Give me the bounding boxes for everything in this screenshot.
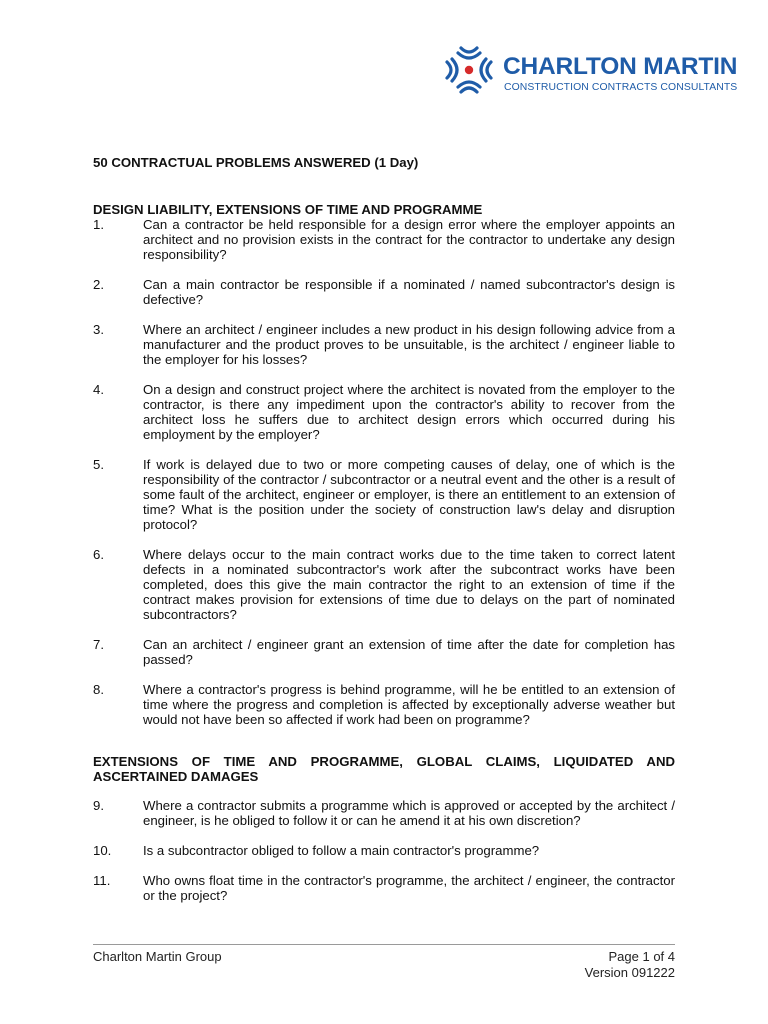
question-text: Is a subcontractor obliged to follow a main contractor's programme?	[143, 843, 540, 858]
question-number: 4.	[93, 382, 104, 397]
question-list	[93, 217, 675, 727]
question-text: Where an architect / engineer includes a new product in his design following advice from a manufacturer and the product proves to be unsuitable, is the architect / engineer liable to the employer for his losses?	[143, 322, 675, 367]
question-number: 1.	[93, 217, 104, 232]
question-item	[93, 547, 675, 622]
question-number: 2.	[93, 277, 104, 292]
question-item	[93, 873, 675, 903]
company-logo-mark-icon	[441, 42, 497, 98]
footer-company: Charlton Martin Group	[93, 949, 222, 964]
question-item	[93, 798, 675, 828]
question-item	[93, 637, 675, 667]
question-text: On a design and construct project where the architect is novated from the employer to the contractor, is there any impediment upon the contractor's ability to recover from the architect loss he suffers due to architect design errors which occurred during his employment by the employer?	[143, 382, 675, 442]
question-item	[93, 322, 675, 367]
page-number: Page 1 of 4	[608, 949, 675, 964]
document-body	[93, 155, 675, 918]
footer-divider	[93, 944, 675, 945]
question-number: 8.	[93, 682, 104, 697]
question-text: Where a contractor submits a programme which is approved or accepted by the architect / engineer, is he obliged to follow it or can he amend it at his own discretion?	[143, 798, 675, 828]
question-item	[93, 457, 675, 532]
question-item	[93, 843, 675, 858]
question-text: Where delays occur to the main contract works due to the time taken to correct latent defects in a nominated subcontractor's work after the subcontract works have been completed, does this give the main contractor the right to an extension of time if the contract makes provision for extensions of time due to delays on the part of nominated subcontractors?	[143, 547, 675, 622]
question-item	[93, 277, 675, 307]
question-text: Can a contractor be held responsible for a design error where the employer appoints an architect and no provision exists in the contract for the contractor to undertake any design responsibility?	[143, 217, 675, 262]
question-number: 7.	[93, 637, 104, 652]
company-logo	[441, 42, 738, 100]
question-number: 9.	[93, 798, 104, 813]
document-title: 50 CONTRACTUAL PROBLEMS ANSWERED (1 Day)	[93, 155, 419, 170]
company-tagline: CONSTRUCTION CONTRACTS CONSULTANTS	[504, 82, 738, 93]
company-name: CHARLTON MARTIN	[503, 53, 738, 80]
question-text: If work is delayed due to two or more competing causes of delay, one of which is the responsibility of the contractor / subcontractor or a neutral event and the other is a result of some fault of the architect, engineer or employer, is there an entitlement to an extension of time? What is the position under the society of construction law's delay and disruption protocol?	[143, 457, 675, 532]
question-number: 5.	[93, 457, 104, 472]
footer-meta	[585, 949, 675, 981]
section-heading: DESIGN LIABILITY, EXTENSIONS OF TIME AND PROGRAMME	[93, 202, 483, 217]
question-item	[93, 217, 675, 262]
question-number: 6.	[93, 547, 104, 562]
question-item	[93, 382, 675, 442]
version-label: Version 091222	[584, 965, 675, 980]
question-text: Where a contractor's progress is behind programme, will he be entitled to an extension of time where the progress and completion is affected by exceptionally adverse weather but would not have been so affected if work had been on programme?	[143, 682, 675, 727]
question-text: Who owns float time in the contractor's programme, the architect / engineer, the contractor or the project?	[143, 873, 675, 903]
question-item	[93, 682, 675, 727]
section-heading: EXTENSIONS OF TIME AND PROGRAMME, GLOBAL CLAIMS, LIQUIDATED AND ASCERTAINED DAMAGES	[93, 754, 675, 784]
question-text: Can an architect / engineer grant an extension of time after the date for completion has passed?	[143, 637, 675, 667]
question-text: Can a main contractor be responsible if a nominated / named subcontractor's design is defective?	[143, 277, 675, 307]
question-list	[93, 798, 675, 903]
question-number: 11.	[93, 873, 111, 888]
question-number: 10.	[93, 843, 112, 858]
question-number: 3.	[93, 322, 104, 337]
